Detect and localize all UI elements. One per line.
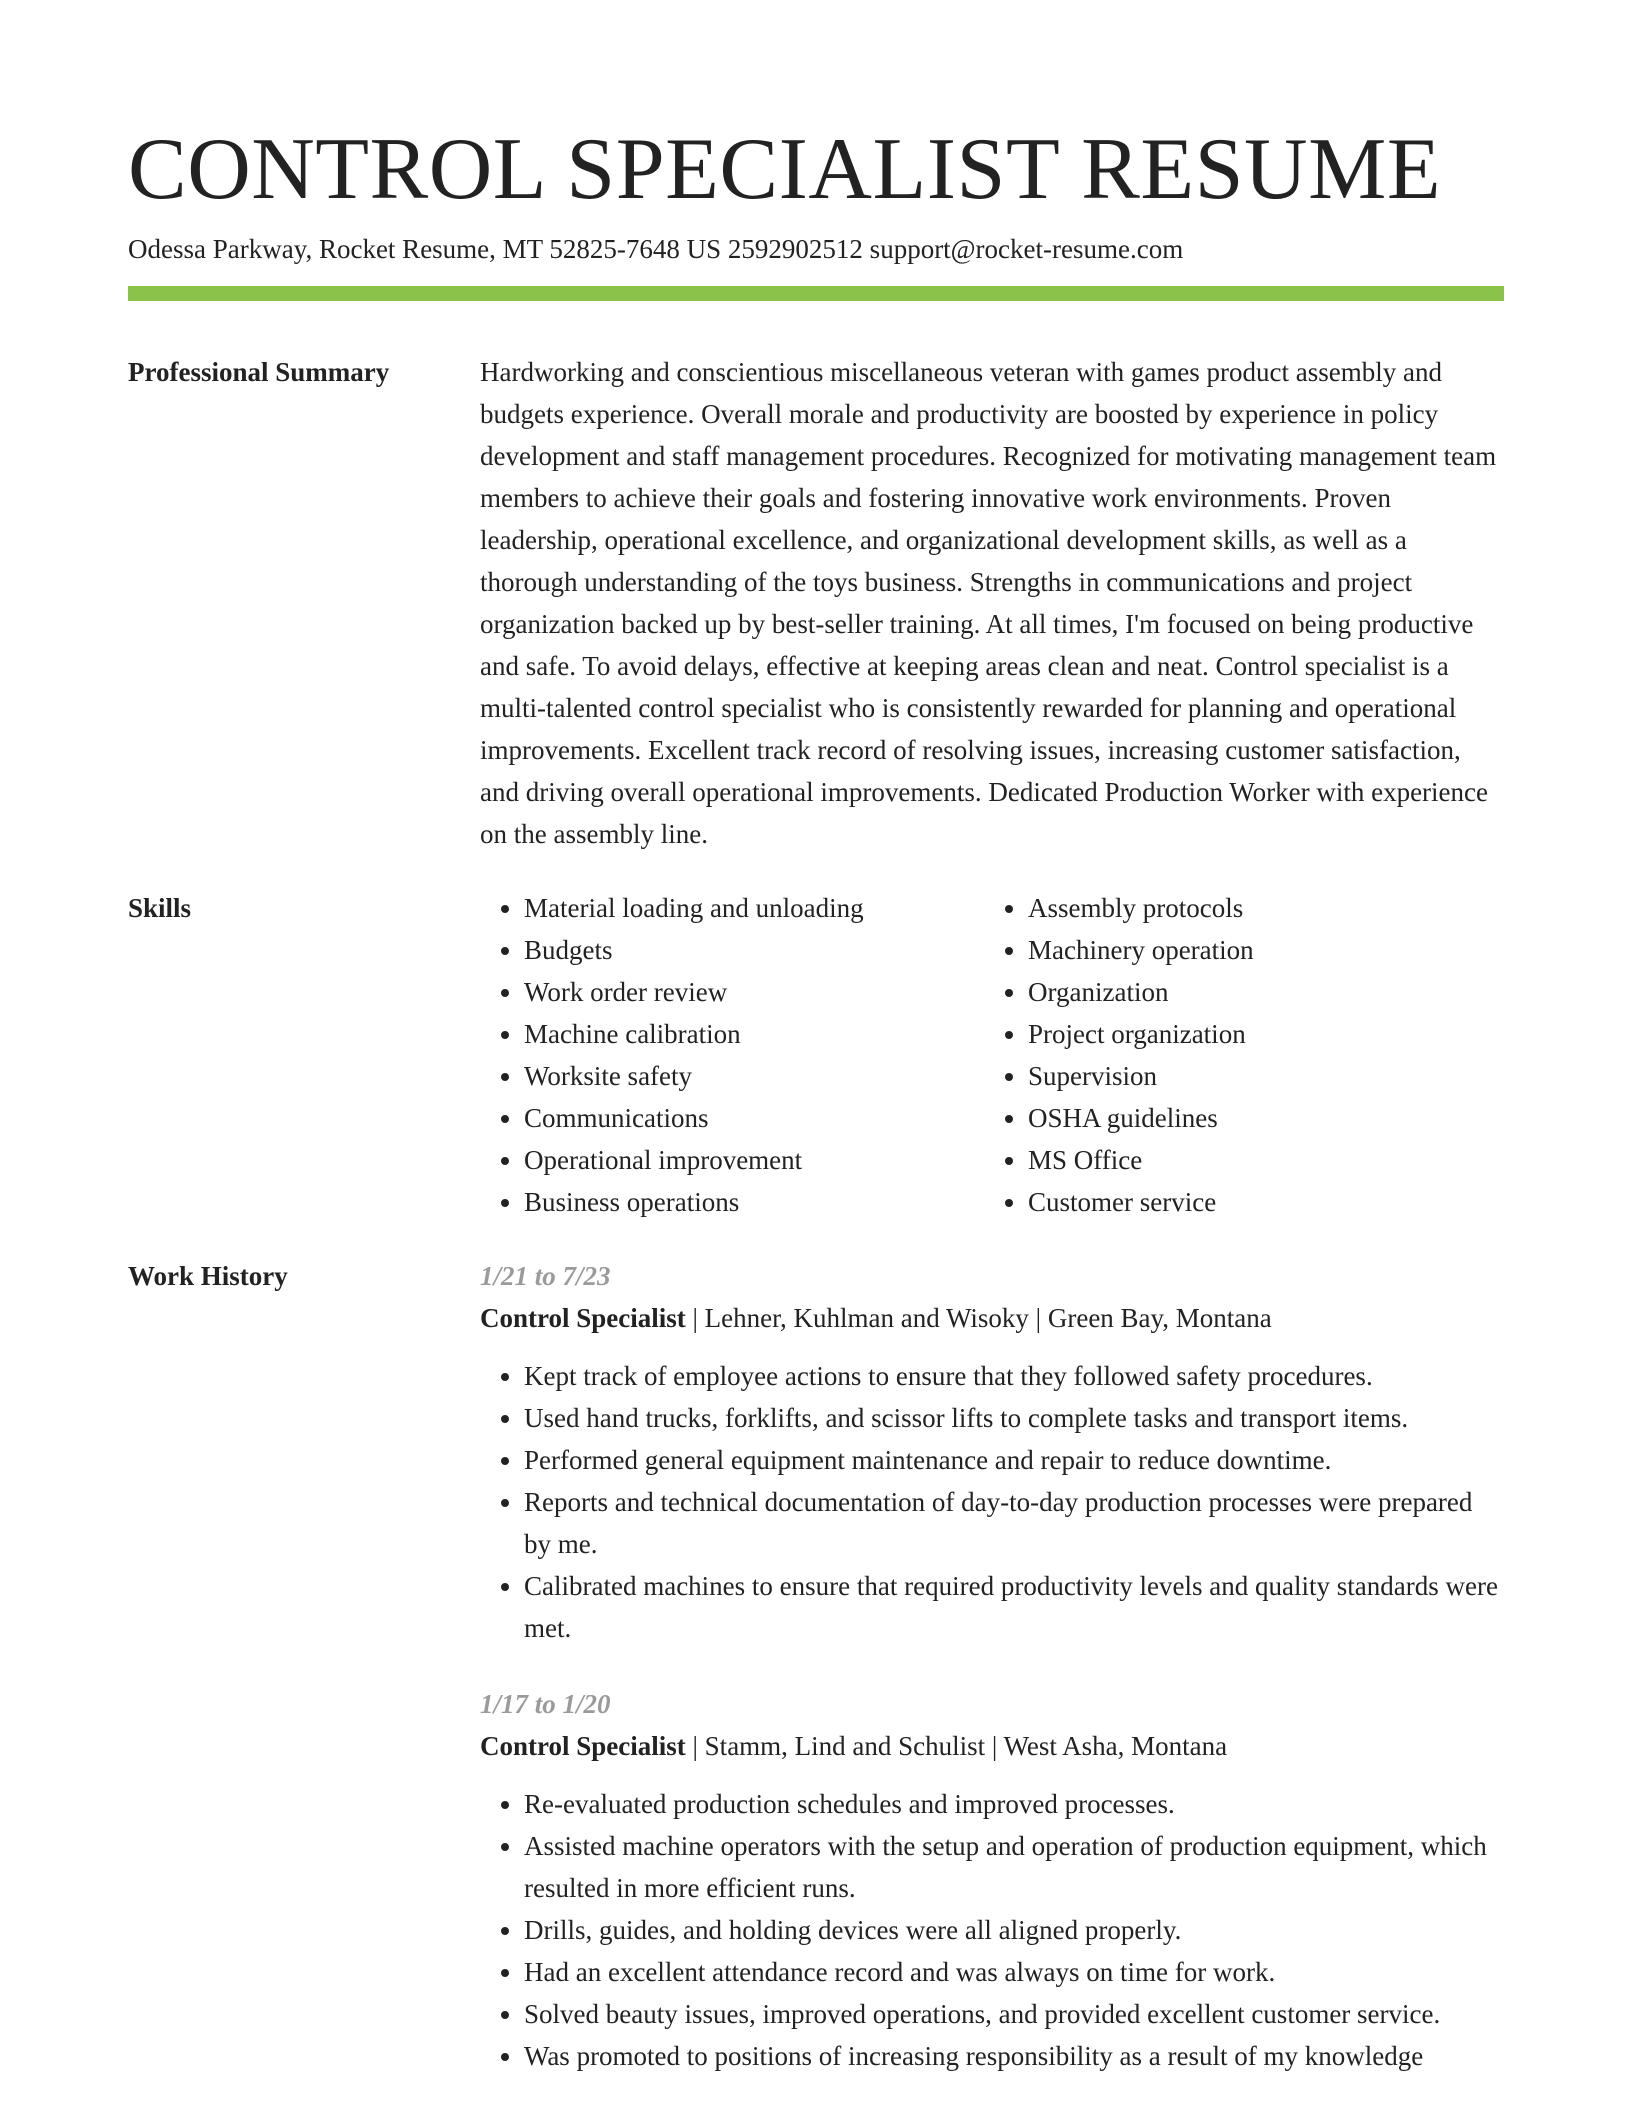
skill-item: • OSHA guidelines <box>1028 1097 1488 1139</box>
job-title: Control Specialist <box>480 1731 686 1761</box>
skill-item: • Assembly protocols <box>1028 887 1488 929</box>
job-responsibilities <box>480 1355 1504 1649</box>
job-entry <box>480 1683 1504 2077</box>
responsibility-item: • Assisted machine operators with the setup and operation of production equipment, which resulted in more efficient runs. <box>524 1825 1504 1909</box>
responsibility-item: • Reports and technical documentation of day-to-day production processes were prepared by me. <box>524 1481 1504 1565</box>
responsibility-item: • Re-evaluated production schedules and improved processes. <box>524 1783 1504 1825</box>
responsibility-item: • Solved beauty issues, improved operations, and provided excellent customer service. <box>524 1993 1504 2035</box>
job-title: Control Specialist <box>480 1303 686 1333</box>
skills-section <box>128 887 1504 1223</box>
skill-item: • Work order review <box>524 971 984 1013</box>
job-heading <box>480 1297 1504 1339</box>
responsibility-item: • Kept track of employee actions to ensure that they followed safety procedures. <box>524 1355 1504 1397</box>
job-employer-location: | Lehner, Kuhlman and Wisoky | Green Bay, Montana <box>685 1303 1272 1333</box>
skill-item: • Worksite safety <box>524 1055 984 1097</box>
skill-item: • Organization <box>1028 971 1488 1013</box>
skill-item: • Communications <box>524 1097 984 1139</box>
responsibility-item: • Performed general equipment maintenance and repair to reduce downtime. <box>524 1439 1504 1481</box>
work-history-body <box>480 1255 1504 2111</box>
skill-item: • Supervision <box>1028 1055 1488 1097</box>
skill-item: • MS Office <box>1028 1139 1488 1181</box>
skill-item: • Customer service <box>1028 1181 1488 1223</box>
skill-item: • Material loading and unloading <box>524 887 984 929</box>
resume-page <box>128 0 1504 2111</box>
skill-item: • Business operations <box>524 1181 984 1223</box>
skill-item: • Machinery operation <box>1028 929 1488 971</box>
resume-title: CONTROL SPECIALIST RESUME <box>128 121 1442 218</box>
skills-body <box>480 887 1504 1223</box>
job-dates: 1/17 to 1/20 <box>480 1689 611 1719</box>
skill-item: • Budgets <box>524 929 984 971</box>
job-entry <box>480 1255 1504 1649</box>
contact-line: Odessa Parkway, Rocket Resume, MT 52825-7648 US 2592902512 support@rocket-resume.com <box>128 234 1184 264</box>
skill-item: • Project organization <box>1028 1013 1488 1055</box>
job-dates: 1/21 to 7/23 <box>480 1261 611 1291</box>
work-history-section <box>128 1255 1504 2111</box>
responsibility-item: • Had an excellent attendance record and was always on time for work. <box>524 1951 1504 1993</box>
skill-item: • Operational improvement <box>524 1139 984 1181</box>
skill-item: • Machine calibration <box>524 1013 984 1055</box>
header-divider <box>128 286 1504 301</box>
responsibility-item: • Was promoted to positions of increasing responsibility as a result of my knowledge <box>524 2035 1504 2077</box>
summary-body <box>480 351 1504 855</box>
summary-text: Hardworking and conscientious miscellaneous veteran with games product assembly and budgets experience. Overall morale and productivity are boosted by experience in policy development and staff management procedures. Recognized for motivating management team members to achieve their goals and fostering innovative work environments. Proven leadership, operational excellence, and organizational development skills, as well as a thorough understanding of the toys business. Strengths in communications and project organization backed up by best-seller training. At all times, I'm focused on being productive and safe. To avoid delays, effective at keeping areas clean and neat. Control specialist is a multi-talented control specialist who is consistently rewarded for planning and operational improvements. Excellent track record of resolving issues, increasing customer satisfaction, and driving overall operational improvements. Dedicated Production Worker with experience on the assembly line. <box>480 357 1497 849</box>
responsibility-item: • Calibrated machines to ensure that required productivity levels and quality standards were met. <box>524 1565 1504 1649</box>
job-responsibilities <box>480 1783 1504 2077</box>
responsibility-item: • Used hand trucks, forklifts, and scissor lifts to complete tasks and transport items. <box>524 1397 1504 1439</box>
job-heading <box>480 1725 1504 1767</box>
section-heading-work-history: Work History <box>128 1261 288 1291</box>
section-heading-skills: Skills <box>128 893 192 923</box>
skills-list-right <box>984 887 1488 1223</box>
responsibility-item: • Drills, guides, and holding devices were all aligned properly. <box>524 1909 1504 1951</box>
professional-summary-section <box>128 351 1504 855</box>
job-employer-location: | Stamm, Lind and Schulist | West Asha, Montana <box>685 1731 1228 1761</box>
skills-list-left <box>480 887 984 1223</box>
section-heading-summary: Professional Summary <box>128 357 390 387</box>
